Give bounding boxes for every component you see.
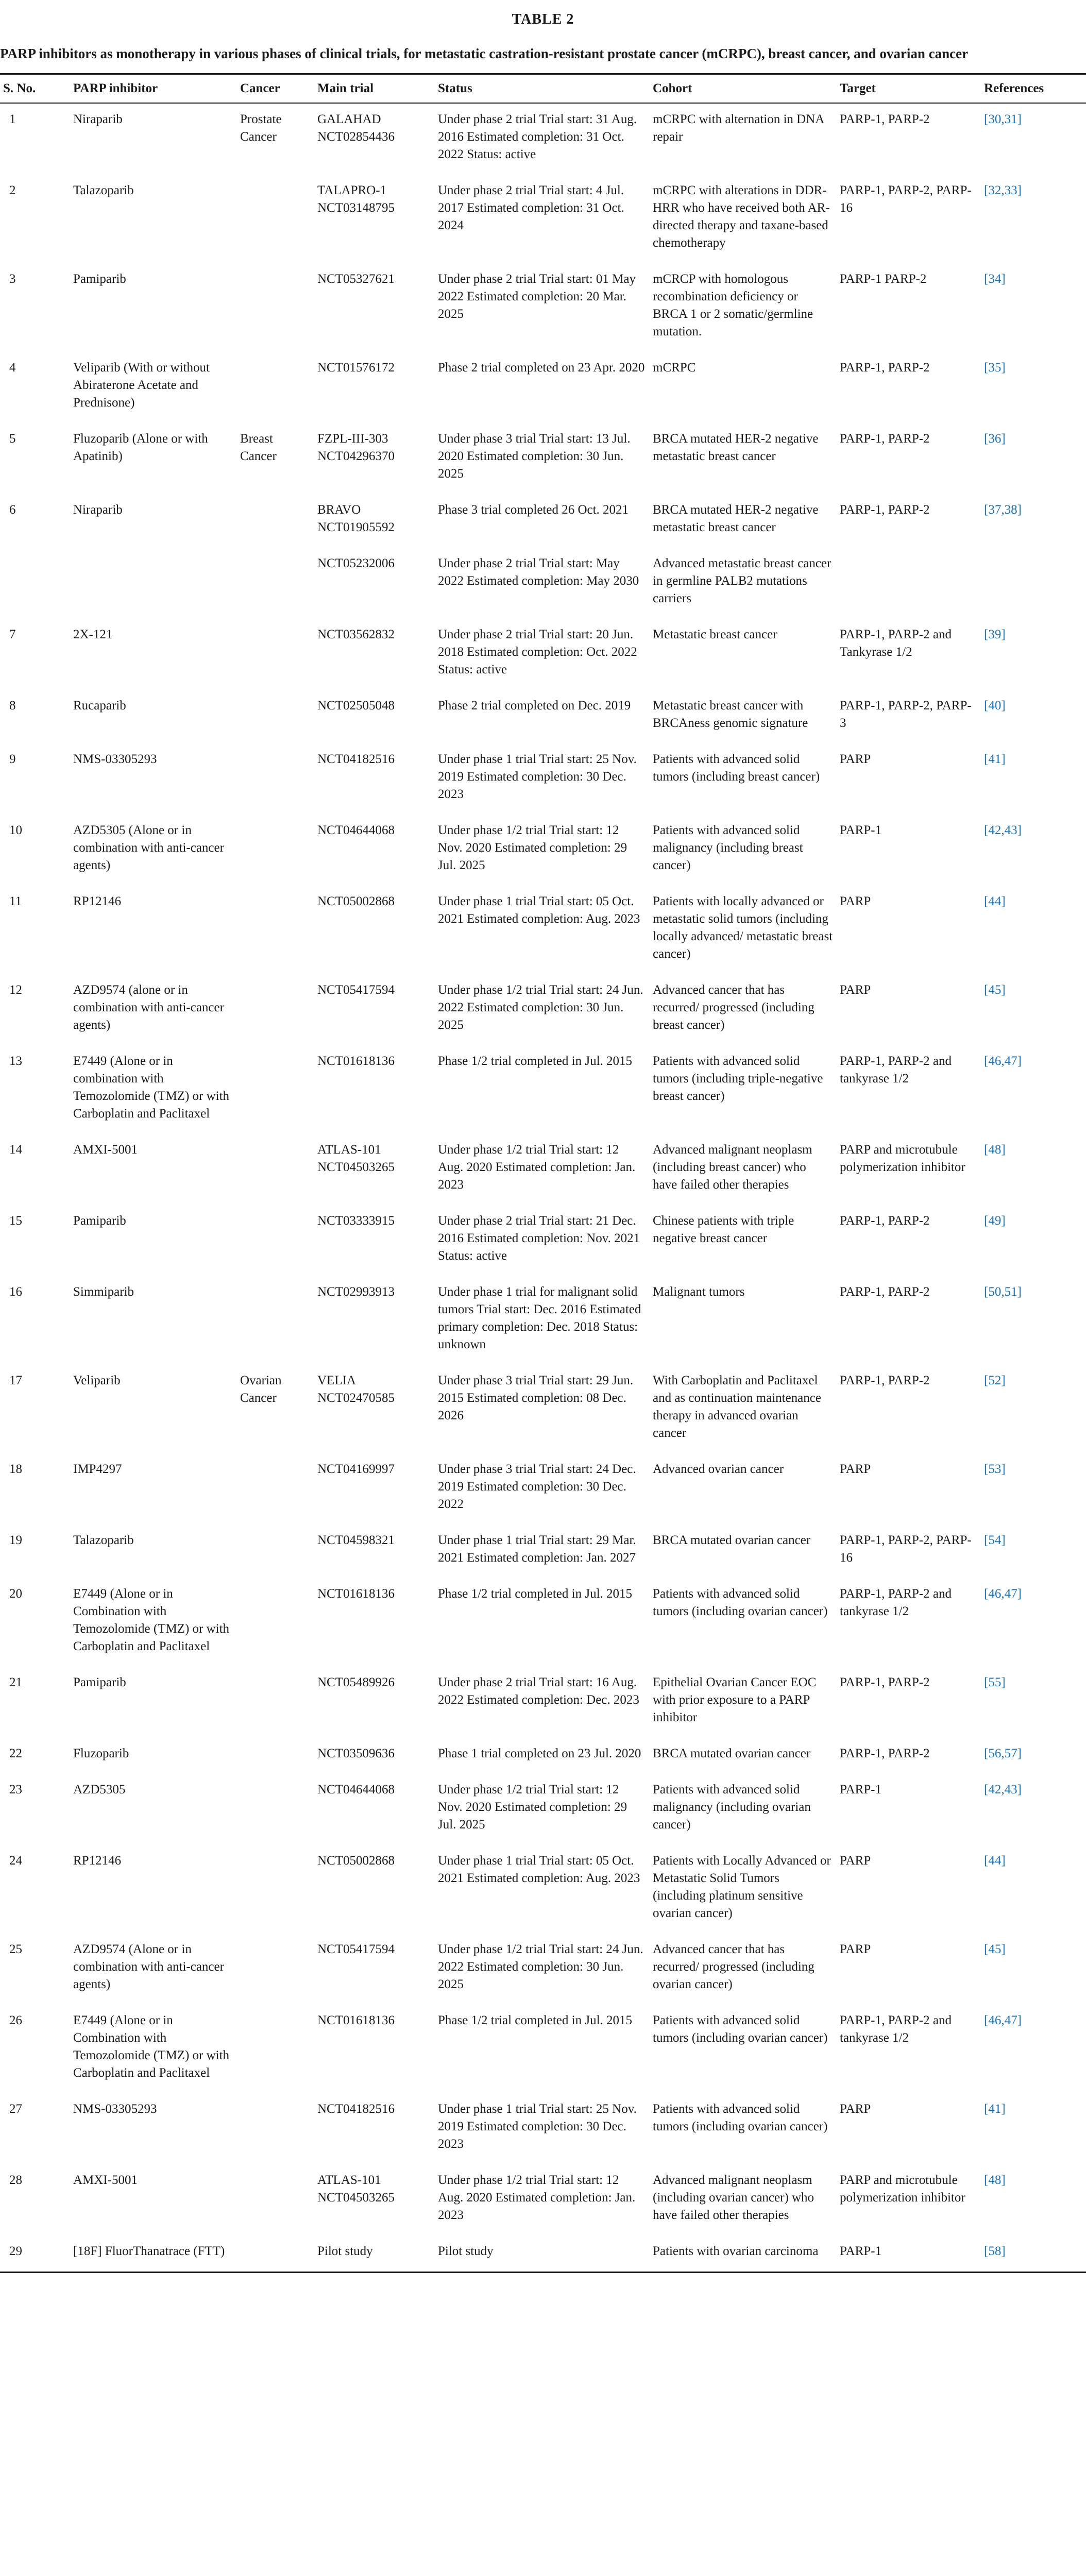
cell-target: PARP-1, PARP-2 [840, 1214, 930, 1228]
cell-inhibitor: Pamiparib [73, 272, 126, 286]
cell-inhibitor: AZD9574 (alone or in combination with anti-cancer agents) [73, 983, 224, 1032]
cell-target: PARP [840, 894, 871, 908]
cell-target: PARP [840, 2102, 871, 2116]
cell-target: PARP-1 [837, 2235, 981, 2273]
cell-cohort: With Carboplatin and Paclitaxel and as continuation maintenance therapy in advanced ovarian cancer [653, 1374, 821, 1440]
cell-sno: 8 [9, 699, 16, 713]
table-row [0, 423, 1086, 494]
cell-references[interactable]: [56,57] [984, 1747, 1022, 1760]
cell-sno: 12 [9, 983, 22, 997]
cell-status: Under phase 3 trial Trial start: 13 Jul. 2020 Estimated completion: 30 Jun. 2025 [438, 432, 631, 481]
cell-status: Under phase 1 trial Trial start: 05 Oct. 2021 Estimated completion: Aug. 2023 [438, 894, 640, 926]
table-row [0, 1453, 1086, 1524]
cell-target: PARP-1, PARP-2 [840, 1675, 930, 1689]
cell-main-trial: NCT04182516 [317, 2102, 395, 2116]
cell-cancer [237, 886, 314, 974]
parp-trials-table [0, 73, 1086, 2273]
cell-cancer [237, 1524, 314, 1578]
cell-status: Phase 3 trial completed 26 Oct. 2021 [438, 503, 629, 517]
cell-cohort: Advanced malignant neoplasm (including ovarian cancer) who have failed other therapies [653, 2173, 814, 2222]
cell-references[interactable]: [48] [984, 1143, 1006, 1157]
cell-references[interactable]: [36] [984, 432, 1006, 446]
table-row [0, 175, 1086, 263]
cell-cohort: BRCA mutated HER-2 negative metastatic breast cancer [653, 432, 819, 463]
cell-main-trial: NCT04598321 [317, 1533, 395, 1547]
cell-status: Under phase 1 trial for malignant solid tumors Trial start: Dec. 2016 Estimated primary completion: Dec. 2018 Status: unknown [438, 1285, 641, 1351]
cell-target: PARP-1 [840, 1783, 882, 1797]
cell-cohort: mCRPC [653, 361, 696, 375]
table-row [0, 548, 1086, 619]
cell-references[interactable]: [46,47] [984, 1054, 1022, 1068]
cell-inhibitor: Pamiparib [73, 1675, 126, 1689]
header-cohort: Cohort [650, 74, 837, 104]
cell-main-trial: NCT05417594 [317, 983, 395, 997]
table-row [0, 1934, 1086, 2005]
cell-target: PARP [840, 1854, 871, 1868]
cell-cancer [237, 743, 314, 815]
cell-status: Phase 1/2 trial completed in Jul. 2015 [438, 1054, 633, 1068]
table-row [0, 2005, 1086, 2093]
cell-cancer [237, 1667, 314, 1738]
cell-status: Under phase 2 trial Trial start: May 2022 Estimated completion: May 2030 [438, 556, 639, 588]
header-status: Status [435, 74, 650, 104]
cell-references[interactable]: [49] [984, 1214, 1006, 1228]
cell-cancer: Ovarian Cancer [240, 1374, 282, 1405]
cell-sno: 27 [9, 2102, 22, 2116]
cell-cohort: BRCA mutated ovarian cancer [653, 1747, 811, 1760]
table-caption: PARP inhibitors as monotherapy in various phases of clinical trials, for metastatic castration-resistant prostate cancer (mCRPC), breast cancer, and ovarian cancer [0, 46, 969, 61]
cell-cancer [237, 2164, 314, 2235]
cell-target: PARP-1, PARP-2 [840, 1374, 930, 1387]
cell-target: PARP-1, PARP-2 [840, 1747, 930, 1760]
table-row [0, 815, 1086, 886]
cell-target: PARP and microtubule polymerization inhibitor [840, 1143, 965, 1174]
cell-cohort: Advanced malignant neoplasm (including breast cancer) who have failed other therapies [653, 1143, 812, 1192]
cell-sno: 20 [9, 1587, 22, 1601]
cell-cancer [237, 1276, 314, 1365]
cell-cohort: Advanced ovarian cancer [653, 1462, 784, 1476]
cell-inhibitor: AZD5305 [73, 1783, 126, 1797]
cell-cohort: Patients with advanced solid malignancy (including breast cancer) [653, 823, 803, 872]
cell-references[interactable]: [53] [984, 1462, 1006, 1476]
cell-inhibitor: [18F] FluorThanatrace (FTT) [70, 2235, 237, 2273]
cell-cancer [237, 1774, 314, 1845]
cell-main-trial: NCT01618136 [317, 1587, 395, 1601]
cell-inhibitor: NMS-03305293 [73, 752, 157, 766]
cell-main-trial: NCT05417594 [317, 1942, 395, 1956]
table-row [0, 1845, 1086, 1934]
table-header-row [0, 74, 1086, 104]
cell-sno: 22 [9, 1747, 22, 1760]
table-row [0, 974, 1086, 1045]
cell-main-trial: BRAVO NCT01905592 [317, 503, 395, 534]
cell-sno: 18 [9, 1462, 22, 1476]
cell-sno: 26 [9, 2013, 22, 2027]
cell-inhibitor: Talazoparib [73, 183, 134, 197]
cell-cohort: Patients with advanced solid tumors (including ovarian cancer) [653, 2102, 828, 2133]
cell-inhibitor: AZD9574 (Alone or in combination with anti-cancer agents) [73, 1942, 224, 1991]
cell-main-trial: ATLAS-101 NCT04503265 [317, 2173, 395, 2205]
cell-main-trial: NCT03562832 [317, 628, 395, 641]
cell-cohort: BRCA mutated ovarian cancer [653, 1533, 811, 1547]
header-sno: S. No. [0, 74, 70, 104]
cell-status: Under phase 1 trial Trial start: 25 Nov. 2019 Estimated completion: 30 Dec. 2023 [438, 752, 637, 801]
cell-cancer [237, 690, 314, 743]
table-row [0, 1134, 1086, 1205]
cell-main-trial: NCT04644068 [317, 823, 395, 837]
cell-references[interactable]: [35] [984, 361, 1006, 375]
cell-references[interactable]: [41] [984, 752, 1006, 766]
cell-status: Under phase 2 trial Trial start: 20 Jun. 2018 Estimated completion: Oct. 2022 Status: active [438, 628, 637, 676]
cell-main-trial: NCT01576172 [317, 361, 395, 375]
table-row [0, 1205, 1086, 1276]
cell-cohort: Patients with advanced solid tumors (including ovarian cancer) [653, 1587, 828, 1618]
cell-sno: 1 [9, 112, 16, 126]
cell-cancer [237, 352, 314, 423]
cell-status: Under phase 1 trial Trial start: 29 Mar. 2021 Estimated completion: Jan. 2027 [438, 1533, 636, 1565]
cell-inhibitor: Pamiparib [73, 1214, 126, 1228]
table-body [0, 103, 1086, 2273]
cell-target [837, 548, 981, 619]
cell-target: PARP-1, PARP-2 and tankyrase 1/2 [840, 1054, 952, 1086]
cell-sno: 6 [9, 503, 16, 517]
cell-sno: 14 [9, 1143, 22, 1157]
cell-status: Under phase 2 trial Trial start: 4 Jul. 2017 Estimated completion: 31 Oct. 2024 [438, 183, 624, 232]
cell-references[interactable]: [39] [984, 628, 1006, 641]
cell-target: PARP-1, PARP-2, PARP-16 [840, 183, 972, 215]
cell-references[interactable]: [46,47] [984, 2013, 1022, 2027]
cell-cohort: Advanced cancer that has recurred/ progressed (including breast cancer) [653, 983, 814, 1032]
cell-cohort: Metastatic breast cancer [653, 628, 777, 641]
table-row [0, 1774, 1086, 1845]
cell-inhibitor: Niraparib [73, 503, 123, 517]
cell-references[interactable]: [45] [984, 983, 1006, 997]
cell-status: Under phase 1 trial Trial start: 05 Oct. 2021 Estimated completion: Aug. 2023 [438, 1854, 640, 1885]
cell-main-trial: NCT05002868 [317, 894, 395, 908]
table-row [0, 1045, 1086, 1134]
cell-sno: 23 [9, 1783, 22, 1797]
cell-cancer: Breast Cancer [240, 432, 277, 463]
cell-references[interactable]: [40] [984, 699, 1006, 713]
header-cancer: Cancer [237, 74, 314, 104]
header-inhibitor: PARP inhibitor [70, 74, 237, 104]
cell-target: PARP [840, 1462, 871, 1476]
cell-target: PARP and microtubule polymerization inhibitor [840, 2173, 965, 2205]
cell-sno: 24 [9, 1854, 22, 1868]
cell-target: PARP-1, PARP-2 [840, 361, 930, 375]
cell-status: Under phase 1 trial Trial start: 25 Nov. 2019 Estimated completion: 30 Dec. 2023 [438, 2102, 637, 2151]
cell-status: Under phase 1/2 trial Trial start: 12 Nov. 2020 Estimated completion: 29 Jul. 2025 [438, 1783, 627, 1832]
cell-inhibitor: RP12146 [73, 1854, 122, 1868]
cell-sno: 28 [9, 2173, 22, 2187]
cell-cancer: Prostate Cancer [240, 112, 282, 144]
cell-status: Under phase 3 trial Trial start: 24 Dec. 2019 Estimated completion: 30 Dec. 2022 [438, 1462, 636, 1511]
cell-cancer [237, 1738, 314, 1774]
cell-cohort: Patients with advanced solid tumors (including ovarian cancer) [653, 2013, 828, 2045]
cell-sno: 17 [9, 1374, 22, 1387]
cell-main-trial: NCT04182516 [317, 752, 395, 766]
cell-target: PARP-1, PARP-2 and tankyrase 1/2 [840, 2013, 952, 2045]
cell-inhibitor: AMXI-5001 [73, 2173, 138, 2187]
cell-cancer [237, 815, 314, 886]
cell-status: Phase 2 trial completed on 23 Apr. 2020 [438, 361, 645, 375]
cell-references[interactable]: [45] [984, 1942, 1006, 1956]
cell-inhibitor: RP12146 [73, 894, 122, 908]
cell-main-trial: NCT03333915 [317, 1214, 395, 1228]
cell-inhibitor: Rucaparib [73, 699, 126, 713]
cell-main-trial: GALAHAD NCT02854436 [317, 112, 395, 144]
cell-inhibitor: Veliparib (With or without Abiraterone Acetate and Prednisone) [73, 361, 210, 410]
cell-cohort: Advanced cancer that has recurred/ progressed (including ovarian cancer) [653, 1942, 814, 1991]
cell-sno: 15 [9, 1214, 22, 1228]
cell-inhibitor: IMP4297 [73, 1462, 122, 1476]
cell-references[interactable]: [52] [984, 1374, 1006, 1387]
cell-main-trial: TALAPRO-1 NCT03148795 [317, 183, 395, 215]
cell-inhibitor: AMXI-5001 [73, 1143, 138, 1157]
cell-cohort: BRCA mutated HER-2 negative metastatic breast cancer [653, 503, 819, 534]
cell-references[interactable]: [44] [984, 1854, 1006, 1868]
table-row [0, 1524, 1086, 1578]
cell-sno: 16 [9, 1285, 22, 1299]
cell-target: PARP-1, PARP-2, PARP-16 [840, 1533, 972, 1565]
cell-sno: 10 [9, 823, 22, 837]
cell-references[interactable]: [41] [984, 2102, 1006, 2116]
cell-target: PARP-1, PARP-2 [840, 503, 930, 517]
cell-sno [0, 548, 70, 619]
cell-main-trial: VELIA NCT02470585 [317, 1374, 395, 1405]
cell-cancer [237, 1845, 314, 1934]
cell-status: Under phase 2 trial Trial start: 31 Aug. 2016 Estimated completion: 31 Oct. 2022 Status: active [438, 112, 637, 161]
cell-inhibitor: E7449 (Alone or in Combination with Temozolomide (TMZ) or with Carboplatin and Paclitaxel [73, 1587, 230, 1653]
cell-cohort: Metastatic breast cancer with BRCAness genomic signature [653, 699, 808, 730]
header-trial: Main trial [314, 74, 435, 104]
table-row [0, 2164, 1086, 2235]
cell-cohort: mCRPC with alternation in DNA repair [653, 112, 824, 144]
cell-references[interactable]: [54] [984, 1533, 1006, 1547]
cell-status: Under phase 2 trial Trial start: 21 Dec. 2016 Estimated completion: Nov. 2021 Status: active [438, 1214, 640, 1263]
cell-status: Phase 2 trial completed on Dec. 2019 [438, 699, 631, 713]
cell-cohort: Patients with ovarian carcinoma [650, 2235, 837, 2273]
cell-references[interactable]: [55] [984, 1675, 1006, 1689]
table-label: TABLE 2 [512, 11, 574, 27]
table-row [0, 2093, 1086, 2164]
cell-references[interactable]: [32,33] [984, 183, 1022, 197]
cell-cohort: mCRPC with alterations in DDR-HRR who have received both AR-directed therapy and taxane-based chemotherapy [653, 183, 830, 250]
table-row [0, 886, 1086, 974]
cell-cohort: Chinese patients with triple negative breast cancer [653, 1214, 794, 1245]
cell-cohort: Patients with locally advanced or metastatic solid tumors (including locally advanced/ metastatic breast cancer) [653, 894, 833, 961]
cell-cancer [237, 1205, 314, 1276]
cell-cancer [237, 175, 314, 263]
table-row [0, 103, 1086, 175]
cell-inhibitor: Fluzoparib (Alone or with Apatinib) [73, 432, 208, 463]
cell-inhibitor: Simmiparib [73, 1285, 134, 1299]
cell-status: Phase 1/2 trial completed in Jul. 2015 [438, 1587, 633, 1601]
cell-sno: 7 [9, 628, 16, 641]
cell-target: PARP-1, PARP-2 [840, 1285, 930, 1299]
cell-main-trial: NCT01618136 [317, 2013, 395, 2027]
table-row [0, 1276, 1086, 1365]
table-row [0, 2235, 1086, 2273]
cell-cancer [237, 1578, 314, 1667]
cell-main-trial: Pilot study [314, 2235, 435, 2273]
cell-main-trial: NCT02505048 [317, 699, 395, 713]
cell-cohort: Patients with advanced solid malignancy (including ovarian cancer) [653, 1783, 811, 1832]
cell-cohort: Patients with advanced solid tumors (including breast cancer) [653, 752, 820, 784]
cell-status: Under phase 3 trial Trial start: 29 Jun. 2015 Estimated completion: 08 Dec. 2026 [438, 1374, 634, 1422]
cell-references[interactable] [981, 548, 1086, 619]
cell-inhibitor: NMS-03305293 [73, 2102, 157, 2116]
cell-sno: 2 [9, 183, 16, 197]
cell-main-trial: NCT05002868 [317, 1854, 395, 1868]
cell-references[interactable]: [30,31] [984, 112, 1022, 126]
cell-target: PARP-1, PARP-2, PARP-3 [840, 699, 972, 730]
cell-references[interactable]: [44] [984, 894, 1006, 908]
cell-main-trial: ATLAS-101 NCT04503265 [317, 1143, 395, 1174]
cell-sno: 3 [9, 272, 16, 286]
cell-cancer [237, 2235, 314, 2273]
cell-references[interactable]: [50,51] [984, 1285, 1022, 1299]
cell-sno: 19 [9, 1533, 22, 1547]
cell-references[interactable]: [42,43] [984, 1783, 1022, 1797]
cell-sno: 25 [9, 1942, 22, 1956]
cell-cancer [237, 494, 314, 548]
cell-references[interactable]: [48] [984, 2173, 1006, 2187]
cell-cancer [237, 548, 314, 619]
cell-inhibitor: AZD5305 (Alone or in combination with anti-cancer agents) [73, 823, 224, 872]
cell-status: Phase 1/2 trial completed in Jul. 2015 [438, 2013, 633, 2027]
cell-inhibitor: E7449 (Alone or in Combination with Temozolomide (TMZ) or with Carboplatin and Paclitaxel [73, 2013, 230, 2080]
cell-status: Under phase 1/2 trial Trial start: 12 Aug. 2020 Estimated completion: Jan. 2023 [438, 1143, 636, 1192]
cell-sno: 9 [9, 752, 16, 766]
cell-inhibitor: 2X-121 [73, 628, 113, 641]
cell-status: Under phase 1/2 trial Trial start: 24 Jun. 2022 Estimated completion: 30 Jun. 2025 [438, 983, 643, 1032]
table-row [0, 1365, 1086, 1453]
cell-cancer [237, 2093, 314, 2164]
cell-sno: 29 [0, 2235, 70, 2273]
cell-cancer [237, 619, 314, 690]
cell-main-trial: NCT05489926 [317, 1675, 395, 1689]
cell-inhibitor: Talazoparib [73, 1533, 134, 1547]
cell-references[interactable]: [46,47] [984, 1587, 1022, 1601]
table-row [0, 263, 1086, 352]
cell-sno: 21 [9, 1675, 22, 1689]
cell-main-trial: NCT03509636 [317, 1747, 395, 1760]
cell-cancer [237, 1934, 314, 2005]
cell-main-trial: FZPL-III-303 NCT04296370 [317, 432, 395, 463]
cell-sno: 11 [9, 894, 22, 908]
cell-main-trial: NCT01618136 [317, 1054, 395, 1068]
cell-references[interactable]: [37,38] [984, 503, 1022, 517]
cell-references[interactable]: [42,43] [984, 823, 1022, 837]
cell-main-trial: NCT02993913 [317, 1285, 395, 1299]
cell-cohort: Epithelial Ovarian Cancer EOC with prior exposure to a PARP inhibitor [653, 1675, 817, 1724]
cell-target: PARP [840, 1942, 871, 1956]
cell-cancer [237, 2005, 314, 2093]
cell-target: PARP-1 PARP-2 [840, 272, 927, 286]
cell-cancer [237, 263, 314, 352]
cell-main-trial: NCT04644068 [317, 1783, 395, 1797]
cell-inhibitor: Veliparib [73, 1374, 121, 1387]
cell-sno: 4 [9, 361, 16, 375]
cell-cancer [237, 1045, 314, 1134]
cell-status: Under phase 1/2 trial Trial start: 24 Jun. 2022 Estimated completion: 30 Jun. 2025 [438, 1942, 643, 1991]
cell-target: PARP-1, PARP-2 and tankyrase 1/2 [840, 1587, 952, 1618]
cell-status: Under phase 2 trial Trial start: 01 May 2022 Estimated completion: 20 Mar. 2025 [438, 272, 636, 321]
cell-status: Under phase 1/2 trial Trial start: 12 Nov. 2020 Estimated completion: 29 Jul. 2025 [438, 823, 627, 872]
table-row [0, 352, 1086, 423]
cell-target: PARP [840, 983, 871, 997]
cell-inhibitor: E7449 (Alone or in combination with Temozolomide (TMZ) or with Carboplatin and Paclitaxel [73, 1054, 230, 1121]
cell-main-trial: NCT04169997 [317, 1462, 395, 1476]
cell-inhibitor: Niraparib [73, 112, 123, 126]
cell-target: PARP-1, PARP-2 [840, 432, 930, 446]
cell-references[interactable]: [34] [984, 272, 1006, 286]
cell-cancer [237, 1453, 314, 1524]
cell-references[interactable]: [58] [981, 2235, 1086, 2273]
cell-status: Under phase 1/2 trial Trial start: 12 Aug. 2020 Estimated completion: Jan. 2023 [438, 2173, 636, 2222]
cell-target: PARP [840, 752, 871, 766]
table-row [0, 494, 1086, 548]
cell-inhibitor: Fluzoparib [73, 1747, 129, 1760]
cell-main-trial: NCT05232006 [317, 556, 395, 570]
cell-target: PARP-1 [840, 823, 882, 837]
cell-inhibitor [70, 548, 237, 619]
cell-cohort: Patients with advanced solid tumors (including triple-negative breast cancer) [653, 1054, 823, 1103]
cell-main-trial: NCT05327621 [317, 272, 395, 286]
table-row [0, 1667, 1086, 1738]
cell-sno: 13 [9, 1054, 22, 1068]
table-row [0, 690, 1086, 743]
table-row [0, 1738, 1086, 1774]
cell-cohort: Malignant tumors [653, 1285, 745, 1299]
cell-cohort: Advanced metastatic breast cancer in germline PALB2 mutations carriers [653, 556, 832, 605]
cell-sno: 5 [9, 432, 16, 446]
cell-status: Phase 1 trial completed on 23 Jul. 2020 [438, 1747, 641, 1760]
cell-cohort: Patients with Locally Advanced or Metastatic Solid Tumors (including platinum sensitive ovarian cancer) [653, 1854, 831, 1920]
cell-status: Under phase 2 trial Trial start: 16 Aug. 2022 Estimated completion: Dec. 2023 [438, 1675, 639, 1707]
cell-cohort: mCRCP with homologous recombination deficiency or BRCA 1 or 2 somatic/germline mutation. [653, 272, 813, 338]
cell-cancer [237, 1134, 314, 1205]
table-row [0, 619, 1086, 690]
cell-status: Pilot study [435, 2235, 650, 2273]
cell-cancer [237, 974, 314, 1045]
cell-target: PARP-1, PARP-2 and Tankyrase 1/2 [840, 628, 952, 659]
cell-target: PARP-1, PARP-2 [840, 112, 930, 126]
header-target: Target [837, 74, 981, 104]
table-row [0, 1578, 1086, 1667]
header-references: References [981, 74, 1086, 104]
table-row [0, 743, 1086, 815]
